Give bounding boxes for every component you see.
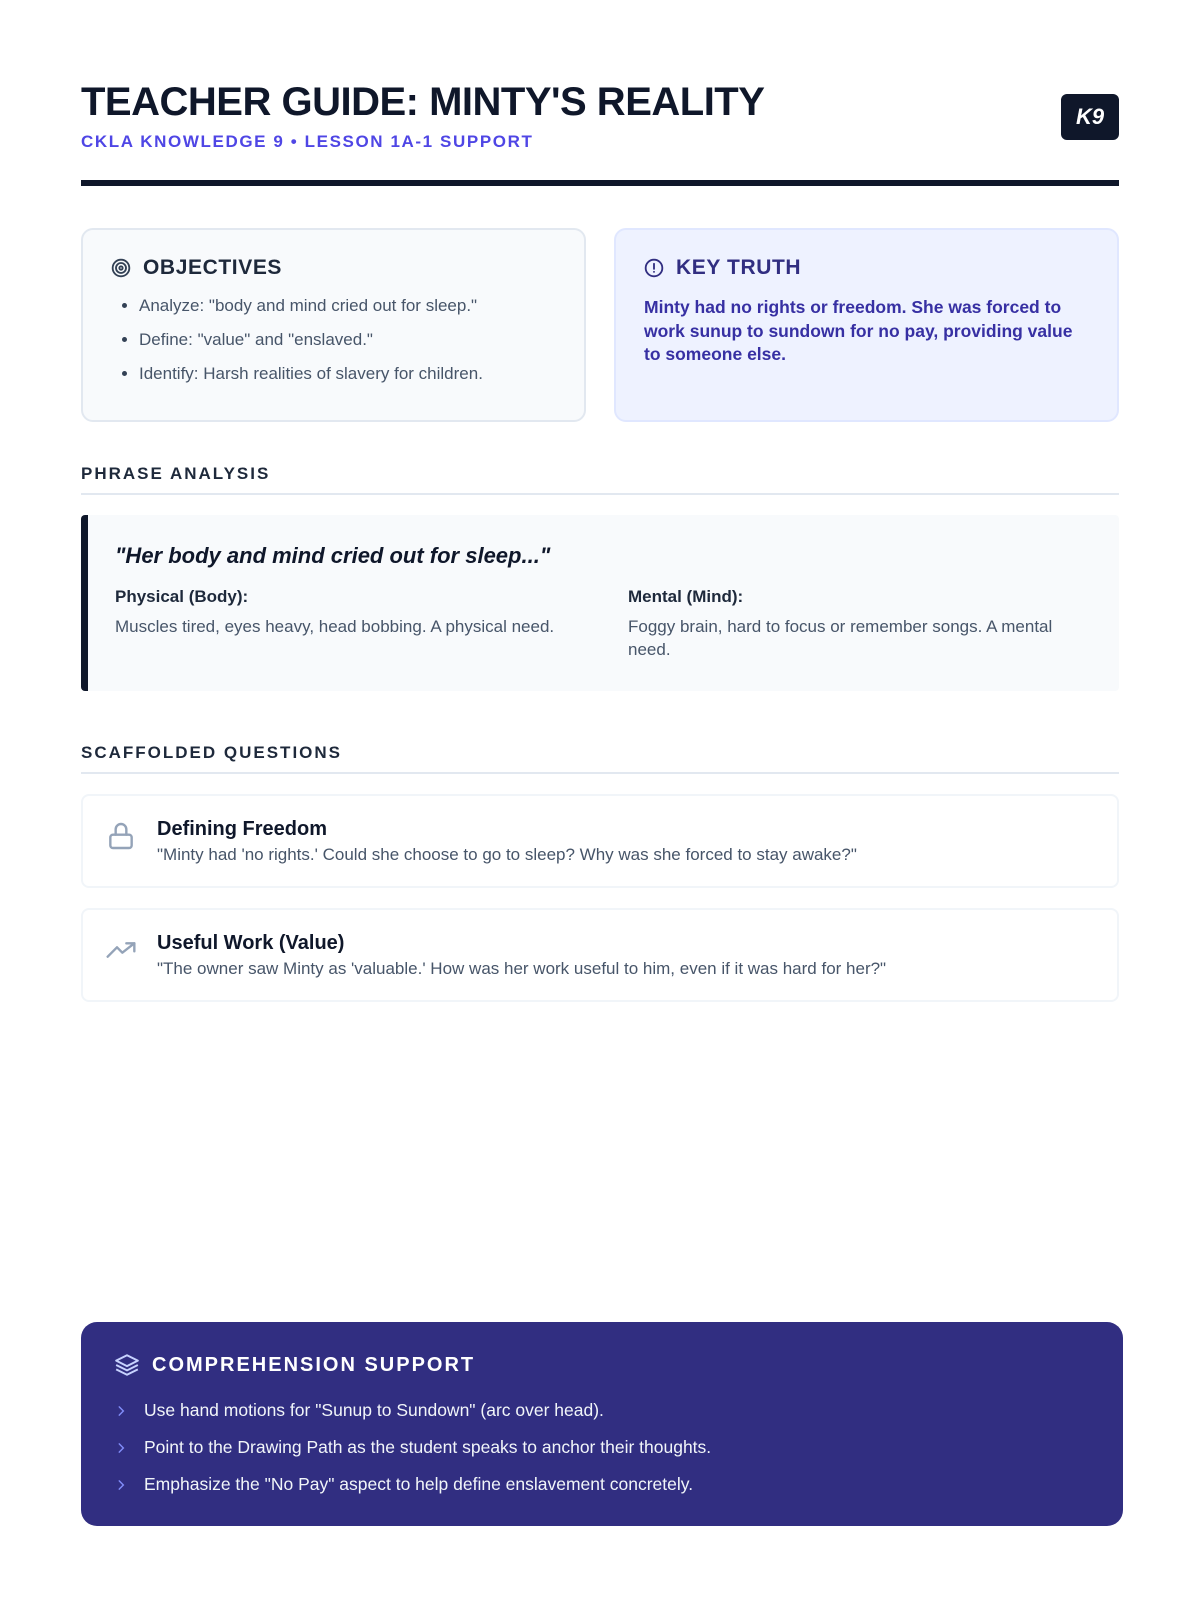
key-truth-card [614, 228, 1119, 422]
support-list [114, 1392, 1090, 1503]
support-header [114, 1352, 1090, 1378]
physical-label: Physical (Body): [115, 587, 249, 606]
mental-text: Foggy brain, hard to focus or remember songs. A mental need. [628, 617, 1053, 659]
question-title: Useful Work (Value) [157, 932, 345, 954]
question-text: "Minty had 'no rights.' Could she choose to go to sleep? Why was she forced to stay awake?" [157, 845, 857, 864]
support-item-text: Use hand motions for "Sunup to Sundown" (arc over head). [144, 1400, 604, 1420]
question-body [157, 930, 886, 979]
chevron-right-icon [114, 1404, 128, 1418]
objectives-list [111, 296, 556, 384]
phrase-columns [115, 587, 1091, 661]
lock-icon [105, 820, 137, 852]
comprehension-support-panel [81, 1322, 1123, 1526]
alert-circle-icon [644, 258, 664, 278]
grade-badge: K9 [1061, 94, 1119, 140]
key-truth-heading: KEY TRUTH [676, 256, 802, 279]
key-truth-header [644, 256, 1089, 280]
chevron-right-icon [114, 1478, 128, 1492]
mental-column [628, 587, 1091, 661]
layers-icon [114, 1352, 140, 1378]
mental-label: Mental (Mind): [628, 587, 744, 606]
page-subtitle: CKLA KNOWLEDGE 9 • LESSON 1A-1 SUPPORT [81, 132, 534, 151]
support-item [114, 1429, 1090, 1466]
key-truth-text: Minty had no rights or freedom. She was forced to work sunup to sundown for no pay, providing value to someone else. [644, 297, 1073, 364]
objective-item: • Analyze: "body and mind cried out for sleep." [139, 296, 556, 316]
chevron-right-icon [114, 1441, 128, 1455]
objective-item: • Identify: Harsh realities of slavery for children. [139, 364, 556, 384]
question-title: Defining Freedom [157, 818, 328, 840]
objectives-header [111, 256, 556, 280]
page-header [81, 80, 1119, 186]
question-card-value [81, 908, 1119, 1002]
support-item [114, 1466, 1090, 1503]
objectives-card [81, 228, 586, 422]
phrase-quote: "Her body and mind cried out for sleep..." [115, 543, 551, 568]
question-text: "The owner saw Minty as 'valuable.' How was her work useful to him, even if it was hard for her?" [157, 959, 887, 978]
trending-up-icon [105, 934, 137, 966]
phrase-analysis-heading: PHRASE ANALYSIS [81, 464, 1119, 495]
objectives-heading: OBJECTIVES [143, 256, 283, 279]
target-icon [111, 258, 131, 278]
question-card-freedom [81, 794, 1119, 888]
support-item [114, 1392, 1090, 1429]
summary-cards [81, 228, 1119, 422]
physical-column [115, 587, 578, 661]
question-body [157, 816, 857, 865]
support-item-text: Emphasize the "No Pay" aspect to help define enslavement concretely. [144, 1474, 694, 1494]
objective-item: • Define: "value" and "enslaved." [139, 330, 556, 350]
support-item-text: Point to the Drawing Path as the student speaks to anchor their thoughts. [144, 1437, 712, 1457]
support-heading: COMPREHENSION SUPPORT [152, 1353, 476, 1376]
phrase-analysis-block [81, 515, 1119, 691]
page-title: TEACHER GUIDE: MINTY'S REALITY [81, 80, 765, 124]
scaffolded-questions-heading: SCAFFOLDED QUESTIONS [81, 743, 1119, 774]
physical-text: Muscles tired, eyes heavy, head bobbing. A physical need. [115, 617, 555, 636]
